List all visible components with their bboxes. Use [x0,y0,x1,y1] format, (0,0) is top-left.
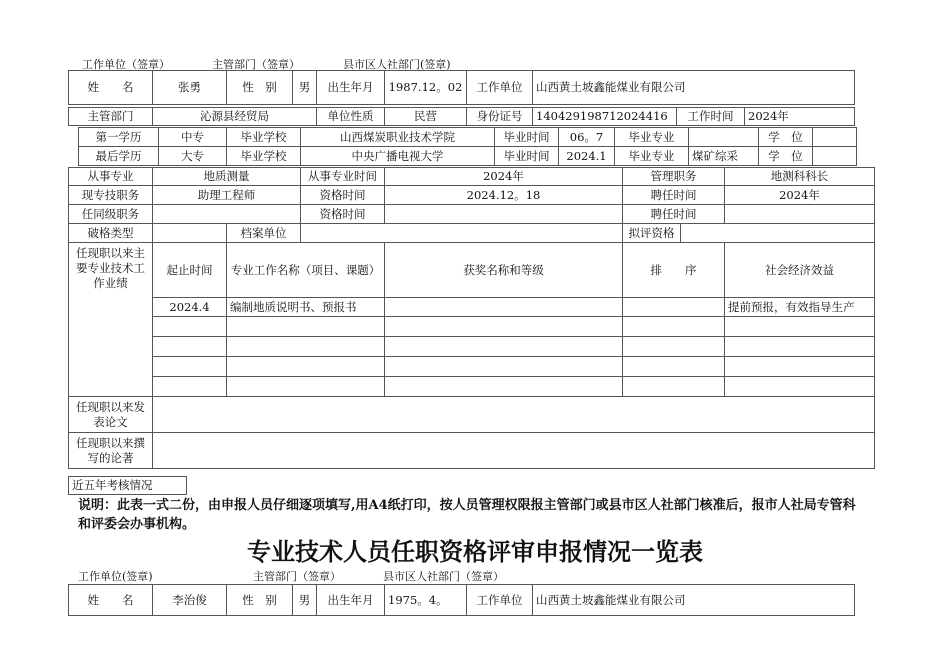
perf-cell [153,377,227,397]
dept-label: 主管部门 [69,108,153,126]
degree1-label: 学 位 [759,128,813,147]
perf-cell [725,317,875,337]
qual-time-label: 资格时间 [301,186,385,205]
perf-header-period: 起止时间 [153,243,227,298]
school2-label: 毕业学校 [227,147,301,166]
perf-cell [725,377,875,397]
school1-value: 山西煤炭职业技术学院 [301,128,495,147]
spec-label: 从事专业 [69,168,153,186]
edu1-value: 中专 [159,128,227,147]
grad2-value: 2024.1 [559,147,615,166]
perf-cell [385,317,623,337]
perf-cell [623,298,725,317]
form-table-dept [68,107,855,126]
work-unit-label: 工作单位 [467,71,533,105]
spec-time-label: 从事专业时间 [301,168,385,186]
perf-cell [385,377,623,397]
signature-hr: 县市区人社部门(签章) [343,58,451,71]
form-table-review [68,476,187,495]
hire-time2-value [725,205,875,224]
hire-time-label: 聘任时间 [623,186,725,205]
perf-cell: 编制地质说明书、预报书 [227,298,385,317]
table-row [69,357,875,377]
perf-cell [385,357,623,377]
perf-cell [623,337,725,357]
perf-cell [227,357,385,377]
qual-time-value: 2024.12。18 [385,186,623,205]
mgmt-value: 地测科科长 [725,168,875,186]
form-table-basic [68,70,855,105]
edu2-label: 最后学历 [79,147,159,166]
perf-cell [385,298,623,317]
spec-time-value: 2024年 [385,168,623,186]
signature-hr-2: 县市区人社部门（签章） [383,570,504,583]
perf-cell [725,357,875,377]
form-note: 说明：此表一式二份，由申报人员仔细逐项填写,用A4纸打印，按人员管理权限报主管部门或县市区人社部门核准后，报市人社局专管科和评委会办事机构。 [78,498,856,532]
id-label: 身份证号 [467,108,533,126]
gender-label: 性 别 [227,71,293,105]
major2-value: 煤矿综采 [689,147,759,166]
perf-header-award: 获奖名称和等级 [385,243,623,298]
proposed-value [681,224,875,243]
same-level-label: 任同级职务 [69,205,153,224]
gender-value: 男 [293,71,317,105]
perf-cell [227,317,385,337]
perf-cell [623,317,725,337]
degree2-value [813,147,857,166]
form-title: 专业技术人员任职资格评审申报情况一览表 [247,538,703,566]
papers-label: 任现职以来发表论文 [69,397,153,433]
mgmt-label: 管理职务 [623,168,725,186]
perf-cell [227,337,385,357]
name-value: 张勇 [153,71,227,105]
grad2-label: 毕业时间 [495,147,559,166]
perf-cell [623,377,725,397]
works-value [153,433,875,469]
major1-label: 毕业专业 [615,128,689,147]
work-time-label: 工作时间 [677,108,745,126]
perf-cell: 提前预报，有效指导生产 [725,298,875,317]
perf-cell [227,377,385,397]
cur-title-label: 现专技职务 [69,186,153,205]
signature-dept: 主管部门（签章） [212,58,300,71]
signature-dept-2: 主管部门（签章） [253,570,341,583]
perf-header-benefit: 社会经济效益 [725,243,875,298]
dept-value: 沁源县经贸局 [153,108,317,126]
qual-time2-value [385,205,623,224]
perf-cell [153,357,227,377]
cur-title-value: 助理工程师 [153,186,301,205]
perf-cell [385,337,623,357]
work-unit2-value: 山西黄土坡鑫能煤业有限公司 [533,585,855,616]
birth2-value: 1975。4。 [385,585,467,616]
spec-value: 地质测量 [153,168,301,186]
birth-label: 出生年月 [317,71,385,105]
gender2-value: 男 [293,585,317,616]
perf-cell [725,337,875,357]
hire-time2-label: 聘任时间 [623,205,725,224]
unit-nature-label: 单位性质 [317,108,385,126]
table-row [69,337,875,357]
edu1-label: 第一学历 [79,128,159,147]
form-table-main [68,167,875,469]
table-row [69,317,875,337]
grad1-value: 06。7 [559,128,615,147]
major2-label: 毕业专业 [615,147,689,166]
id-value: 140429198712024416 [533,108,677,126]
perf-header-project: 专业工作名称（项目、课题） [227,243,385,298]
signature-unit-2: 工作单位(签章) [78,570,153,583]
gender2-label: 性 别 [227,585,293,616]
name-label: 姓 名 [69,71,153,105]
name2-label: 姓 名 [69,585,153,616]
name2-value: 李治俊 [153,585,227,616]
same-level-value [153,205,301,224]
perf-cell [153,337,227,357]
school1-label: 毕业学校 [227,128,301,147]
perf-header-rank: 排 序 [623,243,725,298]
archive-value [301,224,623,243]
works-label: 任现职以来撰写的论著 [69,433,153,469]
table-row [69,377,875,397]
signature-unit: 工作单位（签章） [82,58,170,71]
review-label: 近五年考核情况 [69,477,187,495]
work-time-value: 2024年 [745,108,855,126]
break-value [153,224,227,243]
work-unit-value: 山西黄土坡鑫能煤业有限公司 [533,71,855,105]
papers-value [153,397,875,433]
break-label: 破格类型 [69,224,153,243]
form-table-education [78,127,857,166]
archive-label: 档案单位 [227,224,301,243]
perf-cell: 2024.4 [153,298,227,317]
form-table-person2 [68,584,855,616]
edu2-value: 大专 [159,147,227,166]
table-row [69,298,875,317]
birth2-label: 出生年月 [317,585,385,616]
degree1-value [813,128,857,147]
grad1-label: 毕业时间 [495,128,559,147]
work-unit2-label: 工作单位 [467,585,533,616]
qual-time2-label: 资格时间 [301,205,385,224]
proposed-label: 拟评资格 [623,224,681,243]
unit-nature-value: 民营 [385,108,467,126]
school2-value: 中央广播电视大学 [301,147,495,166]
major1-value [689,128,759,147]
perf-cell [153,317,227,337]
perf-cell [623,357,725,377]
degree2-label: 学 位 [759,147,813,166]
hire-time-value: 2024年 [725,186,875,205]
perf-label: 任现职以来主要专业技术工作业绩 [69,243,153,397]
birth-value: 1987.12。02 [385,71,467,105]
